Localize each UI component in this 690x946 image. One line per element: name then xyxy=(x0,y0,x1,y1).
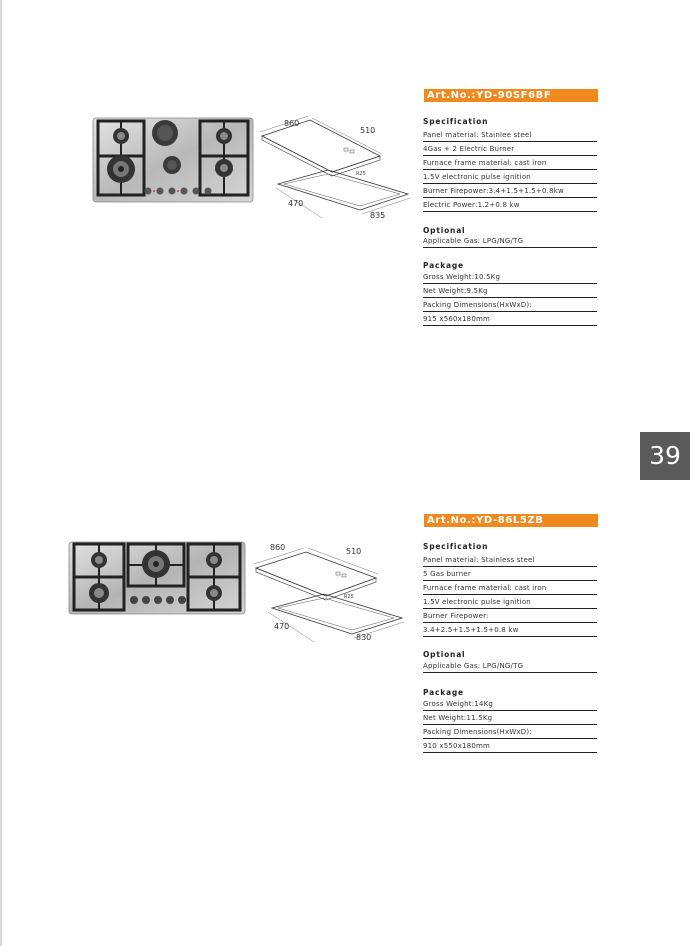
hob-photo-1 xyxy=(92,116,254,204)
package-line: Gross Weight:10.5Kg xyxy=(423,269,597,284)
optional-line: Applicable Gas: LPG/NG/TG xyxy=(423,233,597,248)
dim-width-2: 860 xyxy=(270,543,286,552)
dim-width-1: 860 xyxy=(284,119,300,128)
dim-depth-2: 510 xyxy=(346,547,362,556)
spec-line: Panel material: Stainlee steel xyxy=(423,127,597,142)
optional-title-2: Optional xyxy=(423,650,466,659)
specification-title-1: Specification xyxy=(423,117,489,126)
dim-cut-depth-1: 470 xyxy=(288,199,304,208)
package-line: 910 x550x180mm xyxy=(423,738,597,753)
dim-cut-width-1: 835 xyxy=(370,211,386,220)
spec-line: Furnace frame material: cast iron xyxy=(423,580,597,595)
package-line: Gross Weight:14Kg xyxy=(423,696,597,711)
spec-line: 1.5V electronic pulse ignition xyxy=(423,169,597,184)
specification-title-2: Specification xyxy=(423,542,489,551)
spec-line: Panel material: Stainless steel xyxy=(423,552,597,567)
package-line: Net Weight:11.5Kg xyxy=(423,710,597,725)
spec-line: Furnace frame material: cast iron xyxy=(423,155,597,170)
package-title-2: Package xyxy=(423,688,464,697)
dim-radius-1: R25 xyxy=(356,171,366,177)
dim-depth-1: 510 xyxy=(360,126,376,135)
hob-photo-2 xyxy=(68,540,246,616)
spec-line: Burner Firepower:3.4+1.5+1.5+0.8kw xyxy=(423,183,597,198)
spec-block-2 xyxy=(423,541,599,761)
package-line: 915 x560x180mm xyxy=(423,311,597,326)
spec-line: 3.4+2.5+1.5+1.5+0.8 kw xyxy=(423,622,597,637)
art-number-1: Art.No.:YD-90SF6BF xyxy=(424,89,598,102)
page-edge-line xyxy=(0,0,2,946)
dim-cut-width-2: 830 xyxy=(356,633,372,642)
spec-line: Electric Power:1.2+0.8 kw xyxy=(423,197,597,212)
spec-line: 1.5V electronic pulse ignition xyxy=(423,594,597,609)
art-number-2: Art.No.:YD-86L5ZB xyxy=(424,514,598,527)
dimension-drawing-1 xyxy=(256,114,416,224)
page-number-tab: 39 xyxy=(640,432,690,480)
optional-line: Applicable Gas: LPG/NG/TG xyxy=(423,658,597,673)
package-line: Packing Dimensions(HxWxD): xyxy=(423,724,597,739)
optional-title-1: Optional xyxy=(423,226,466,235)
spec-line: 4Gas + 2 Electric Burner xyxy=(423,141,597,156)
spec-line: 5 Gas burner xyxy=(423,566,597,581)
package-line: Net Weight:9.5Kg xyxy=(423,283,597,298)
dimension-drawing-2 xyxy=(250,538,410,648)
spec-line: Burner Firepower: xyxy=(423,608,597,623)
package-title-1: Package xyxy=(423,261,464,270)
spec-block-1 xyxy=(423,116,599,336)
package-line: Packing Dimensions(HxWxD): xyxy=(423,297,597,312)
dim-cut-depth-2: 470 xyxy=(274,622,290,631)
dim-radius-2: R25 xyxy=(344,594,354,600)
